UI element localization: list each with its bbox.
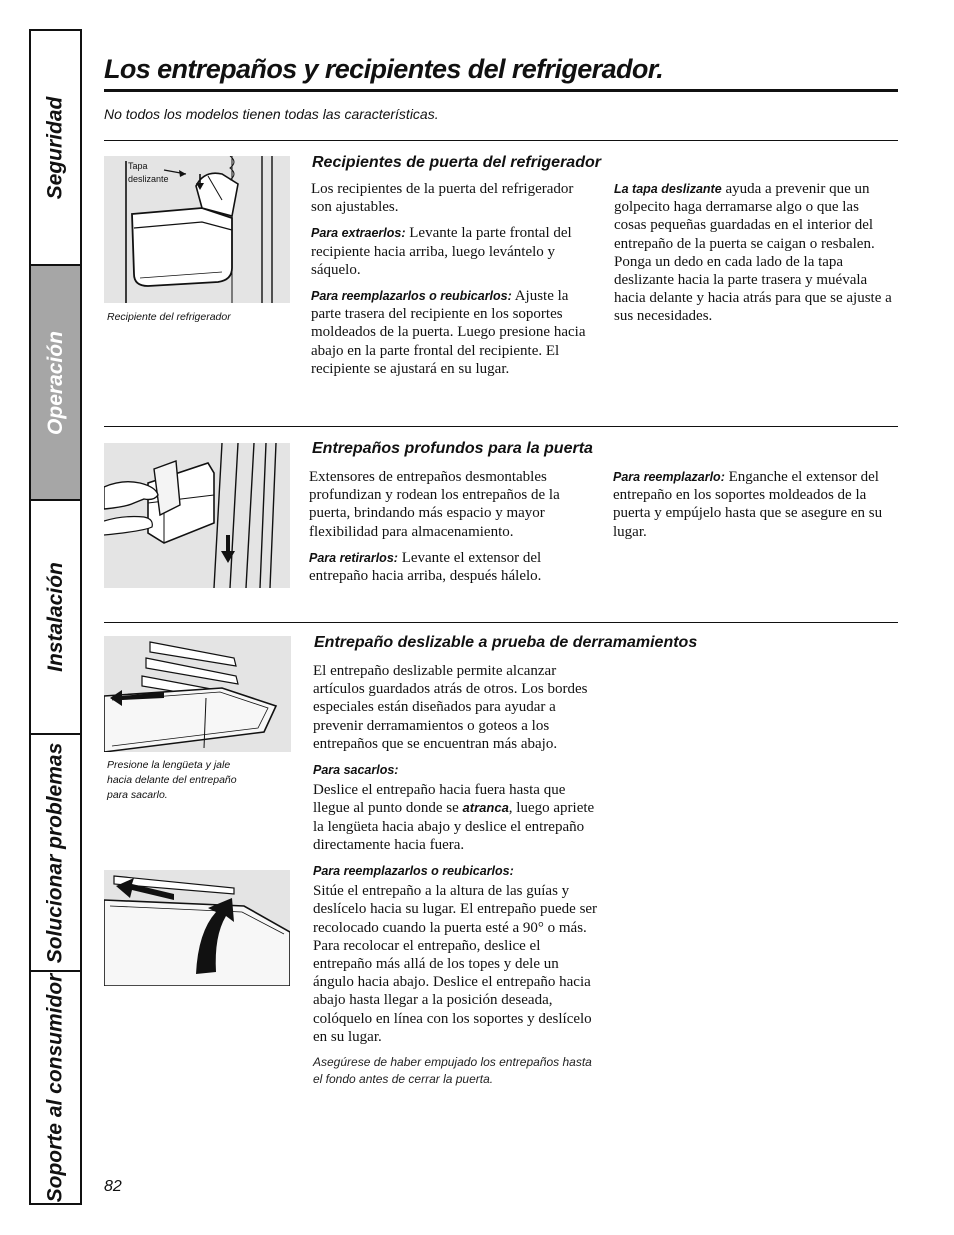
section-divider: [104, 622, 898, 623]
lead-text: La tapa deslizante: [614, 182, 722, 196]
tab-seguridad[interactable]: [31, 31, 80, 266]
tab-label: Operación: [43, 330, 67, 435]
lead-text: Para reemplazarlos o reubicarlos:: [311, 289, 512, 304]
paragraph-remove: [311, 224, 596, 279]
tab-solucionar-problemas[interactable]: [31, 735, 80, 972]
subheading-replace: Para reemplazarlos o reubicarlos:: [313, 864, 514, 879]
keyword-atranca: atranca: [462, 800, 509, 816]
tab-instalacion[interactable]: [31, 501, 80, 735]
tab-label: Seguridad: [43, 96, 67, 199]
figure-caption-pull-shelf: Presione la lengüeta y jale hacia delante del entrepaño para sacarlo.: [107, 759, 237, 801]
section-heading-door-bins: Recipientes de puerta del refrigerador: [312, 154, 601, 171]
paragraph-remove: [309, 549, 594, 585]
section3-column1: [313, 662, 598, 1096]
figure-label-tapa-deslizante: Tapa deslizante: [128, 161, 169, 184]
section1-column2: [614, 180, 892, 334]
section-divider: [104, 140, 898, 141]
section2-column2: [613, 468, 891, 549]
spillproof-shelf-tilt-illustration: [104, 870, 290, 986]
lead-text: Para retirarlos:: [309, 550, 398, 565]
body-text: ayuda a prevenir que un golpecito haga derramarse algo o que las cosas pequeñas guardadas en el interior del entrepaño de la puerta se caigan o resbalen. Ponga un dedo en cada lado de la tapa deslizante hacia la parte trasera y muévala hacia delante y hacia atrás para que se ajuste a sus necesidades.: [614, 181, 892, 325]
paragraph-sliding-lid: [614, 180, 892, 326]
body-text: Ajuste la parte trasera del recipiente en los soportes moldeados de la puerta. Luego presione hacia abajo en la parte frontal del recipiente. El recipiente se ajustará en su lugar.: [311, 288, 586, 377]
spillproof-shelf-drawing-1: [104, 636, 291, 752]
paragraph-replace: [313, 862, 598, 1046]
spillproof-shelf-pull-illustration: [104, 636, 291, 752]
page-number: 82: [104, 1178, 122, 1195]
section2-column1: [309, 468, 594, 593]
deep-door-shelf-illustration: [104, 443, 290, 588]
tab-soporte-al-consumidor[interactable]: [31, 972, 80, 1203]
section1-column1: [311, 180, 596, 386]
figure-caption: Recipiente del refrigerador: [107, 311, 231, 323]
paragraph-replace: [613, 468, 891, 541]
deep-shelf-drawing: [104, 443, 290, 588]
tab-label: Solucionar problemas: [43, 742, 67, 963]
section-heading-spillproof-shelf: Entrepaño deslizable a prueba de derramamientos: [314, 634, 698, 651]
note-text: Asegúrese de haber empujado los entrepaños hasta el fondo antes de cerrar la puerta.: [313, 1055, 592, 1087]
body-text: Deslice el entrepaño hacia fuera hasta que llegue al punto donde se: [313, 782, 566, 817]
body-text: Levante la parte frontal del recipiente hacia arriba, luego levántelo y sáquelo.: [311, 225, 572, 278]
body-text: Sitúe el entrepaño a la altura de las guías y deslícelo hacia su lugar. El entrepaño puede ser recolocado cuando la puerta esté a 90° o más. Para recolocar el entrepaño, deslice el entrepaño más allá de los topes y dele un ángulo hacia abajo. Deslice el entrepaño hacia abajo hasta llegar a la posición deseada, colóquelo en línea con los soportes y deslícelo en su lugar.: [313, 883, 598, 1045]
tab-label: Instalación: [43, 562, 67, 672]
tab-operacion[interactable]: [31, 266, 80, 501]
body-text: Levante el extensor del entrepaño hacia arriba, después hálelo.: [309, 549, 542, 585]
subheading-remove: Para sacarlos:: [313, 763, 399, 778]
lead-text: Para reemplazarlo:: [613, 470, 725, 484]
paragraph: Extensores de entrepaños desmontables profundizan y rodean los entrepaños de la puerta, brindando más espacio y mayor flexibilidad para almacenamiento.: [309, 469, 560, 540]
door-bin-illustration: [104, 156, 290, 303]
page-subtitle: No todos los modelos tienen todas las características.: [104, 106, 439, 122]
paragraph: El entrepaño deslizable permite alcanzar artículos guardados atrás de otros. Los bordes especiales están diseñados para ayudar a prevenir derramamientos o goteos a los entrepaños que se encuentran más abajo.: [313, 663, 588, 752]
body-text: , luego apriete la lengüeta hacia abajo y deslice el entrepaño directamente hacia fuera.: [313, 800, 595, 853]
tab-label: Soporte al consumidor: [43, 973, 67, 1202]
title-rule: [104, 89, 898, 92]
body-text: Enganche el extensor del entrepaño en los soportes moldeados de la puerta y empújelo hasta que se asegure en su lugar.: [613, 469, 883, 540]
paragraph-remove: [313, 761, 598, 854]
lead-text: Para extraerlos:: [311, 226, 406, 241]
paragraph-replace: [311, 287, 596, 378]
paragraph: Los recipientes de la puerta del refrigerador son ajustables.: [311, 181, 574, 216]
side-tab-navigation: [29, 29, 82, 1205]
section-heading-deep-door-shelves: Entrepaños profundos para la puerta: [312, 440, 593, 457]
section-divider: [104, 426, 898, 427]
spillproof-shelf-drawing-2: [104, 870, 290, 986]
page-title: Los entrepaños y recipientes del refrigerador.: [104, 54, 664, 84]
